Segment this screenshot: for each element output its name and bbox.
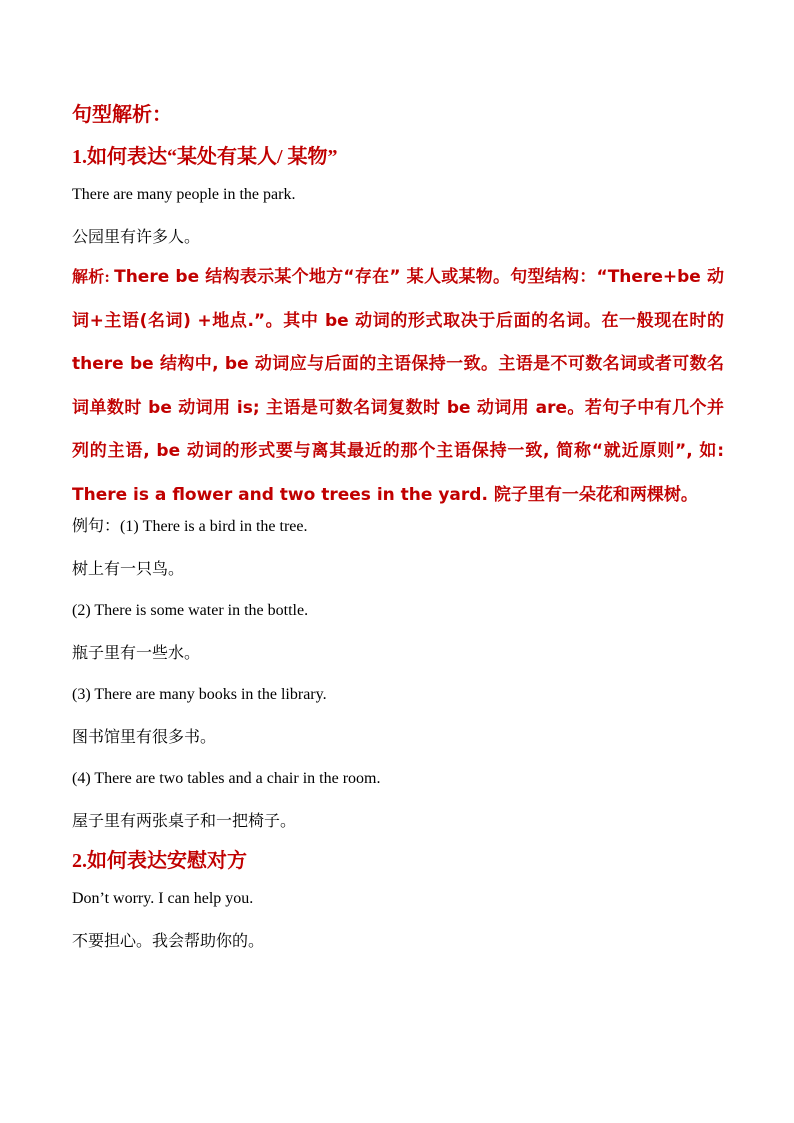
- example-1-text: (1) There is a bird in the tree.: [120, 518, 308, 535]
- example-2-english: (2) There is some water in the bottle.: [72, 602, 309, 619]
- analysis-label: 解析:: [72, 269, 115, 286]
- analysis-paragraph: [72, 256, 724, 517]
- heading-2: 2.如何表达安慰对方: [72, 850, 247, 872]
- heading-1: 1.如何表达“某处有某人/ 某物”: [72, 146, 338, 168]
- example-4-english: (4) There are two tables and a chair in the room.: [72, 770, 381, 787]
- example-chinese: 公园里有许多人。: [72, 227, 201, 246]
- document-page: [72, 100, 724, 972]
- comfort-english: Don’t worry. I can help you.: [72, 890, 254, 907]
- examples-label: 例句：: [72, 516, 121, 535]
- example-english: There are many people in the park.: [72, 186, 296, 203]
- example-4-chinese: 屋子里有两张桌子和一把椅子。: [72, 811, 297, 830]
- example-2-chinese: 瓶子里有一些水。: [72, 643, 201, 662]
- example-1-chinese: 树上有一只鸟。: [72, 559, 185, 578]
- example-1-english: [72, 515, 724, 538]
- example-3-english: (3) There are many books in the library.: [72, 686, 327, 703]
- comfort-chinese: 不要担心。我会帮助你的。: [72, 931, 265, 950]
- section-title: 句型解析：: [72, 104, 172, 126]
- example-3-chinese: 图书馆里有很多书。: [72, 727, 217, 746]
- analysis-body: There be 结构表示某个地方“存在” 某人或某物。句型结构：“There+be 动词+主语(名词) +地点.”。其中 be 动词的形式取决于后面的名词。在一般现在时的 there be 结构中, be 动词应与后面的主语保持一致。主语是不可数名词或者可数名词单数时 be 动词用 is; 主语是可数名词复数时 be 动词用 are。若句子中有几个并列的主语, be 动词的形式要与离其最近的那个主语保持一致, 简称“就近原则”, 如: There is a flower and two trees in the yard. 院子里有一朵花和两棵树。: [72, 267, 724, 505]
